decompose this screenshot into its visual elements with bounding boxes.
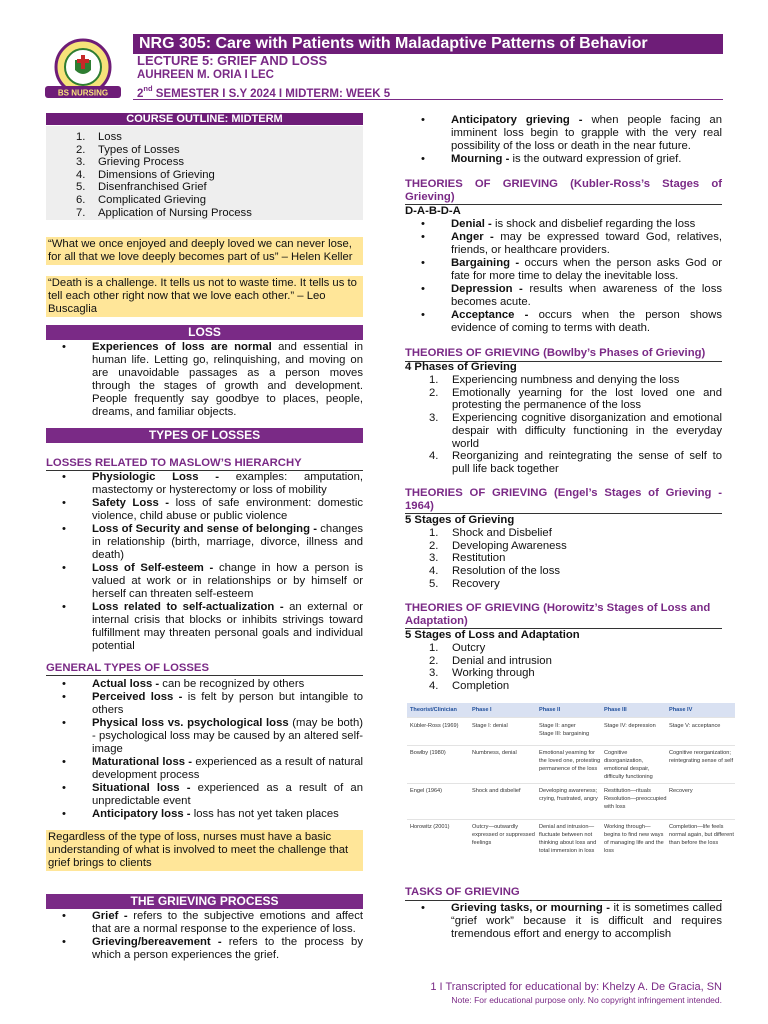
horowitz-heading: THEORIES OF GRIEVING (Horowitz’s Stages of Loss and Adaptation) <box>405 602 711 627</box>
tasks-heading: TASKS OF GRIEVING <box>405 886 520 898</box>
general-rule <box>46 675 363 676</box>
general-losses-heading: GENERAL TYPES OF LOSSES <box>46 662 209 674</box>
maslow-list <box>46 471 363 653</box>
footer-credit: 1 I Transcripted for educational by: Khelzy A. De Gracia, SN <box>430 981 722 993</box>
list-item: • Loss related to self-actualization - an external or internal crisis that blocks or inhibits strivings toward fulfillment may threaten personal goals and individual potential <box>46 601 363 653</box>
list-item: • Anticipatory loss - loss has not yet taken places <box>46 808 363 821</box>
svg-text:BS NURSING: BS NURSING <box>57 88 109 98</box>
list-item: • Grieving tasks, or mourning - it is sometimes called “grief work” because it is difficult and requires tremendous effort and energy to accomplish <box>405 902 722 941</box>
table-row: Engel (1964) Shock and disbelief Developing awareness; crying, frustrated, angry Restitution—rituals Resolution—preoccupied with loss Recovery <box>407 783 735 819</box>
kubler-ross-list <box>405 218 722 335</box>
engel-heading: THEORIES OF GRIEVING (Engel’s Stages of Grieving - 1964) <box>405 487 722 512</box>
list-item: • Denial - is shock and disbelief regarding the loss <box>405 218 722 231</box>
grieving-process-heading: THE GRIEVING PROCESS <box>46 894 363 909</box>
horowitz-subheading: 5 Stages of Loss and Adaptation <box>405 629 580 641</box>
list-item: • Experiences of loss are normal and essential in human life. Letting go, relinquishing, and moving on are unavoidable passages as a person moves through the stages of growth and development. People frequently say goodbye to places, people, dreams, and familiar objects. <box>46 341 363 419</box>
college-logo <box>40 38 126 102</box>
list-item: • Mourning - is the outward expression of grief. <box>405 153 722 166</box>
author-line: AUHREEN M. ORIA I LEC <box>137 69 274 81</box>
list-item: 1. Outcry <box>429 642 486 654</box>
list-item: 4. Reorganizing and reintegrating the sense of self to pull life back together <box>429 450 722 475</box>
kubler-ross-heading: THEORIES OF GRIEVING (Kubler-Ross’s Stages of Grieving) <box>405 178 722 203</box>
list-item: 1. Shock and Disbelief <box>429 527 552 539</box>
list-item: 4. Completion <box>429 680 510 693</box>
tasks-list <box>405 902 722 941</box>
tasks-rule <box>405 900 722 901</box>
engel-list <box>405 527 722 591</box>
semester-line: 2nd SEMESTER I S.Y 2024 I MIDTERM: WEEK 5 <box>137 84 391 100</box>
list-item: • Safety Loss - loss of safe environment: domestic violence, child abuse or public violence <box>46 497 363 523</box>
outline-item: 1. Loss <box>76 131 122 143</box>
grieving-process-list-right <box>405 114 722 166</box>
loss-heading: LOSS <box>46 325 363 340</box>
list-item: 3. Working through <box>429 667 535 680</box>
list-item: • Anticipatory grieving - when people facing an imminent loss begin to grapple with the very real possibility of the loss or death in the near future. <box>405 114 722 153</box>
bowlby-heading: THEORIES OF GRIEVING (Bowlby’s Phases of Grieving) <box>405 347 706 359</box>
quote-leo-buscaglia: “Death is a challenge. It tells us not to waste time. It tells us to tell each other right now that we love each other.” – Leo Buscaglia <box>46 276 363 317</box>
list-item: • Physiologic Loss - examples: amputation, mastectomy or hysterectomy or loss of mobility <box>46 471 363 497</box>
table-header: Theorist/Clinician Phase I Phase II Phase III Phase IV <box>407 703 735 717</box>
list-item: • Maturational loss - experienced as a result of natural development process <box>46 756 363 782</box>
list-item: • Actual loss - can be recognized by others <box>46 678 363 691</box>
outline-item: 6. Complicated Grieving <box>76 193 206 206</box>
list-item: • Acceptance - occurs when the person shows evidence of coming to terms with death. <box>405 309 722 335</box>
course-outline-list <box>76 131 252 219</box>
list-item: • Bargaining - occurs when the person asks God or fate for more time to delay the inevitable loss. <box>405 257 722 283</box>
quote-helen-keller: “What we once enjoyed and deeply loved we can never lose, for all that we love deeply becomes part of us” – Helen Keller <box>46 237 363 265</box>
lecture-title: LECTURE 5: GRIEF AND LOSS <box>137 53 328 68</box>
course-title: NRG 305: Care with Patients with Maladaptive Patterns of Behavior <box>133 34 723 54</box>
outline-item: 7. Application of Nursing Process <box>76 206 252 219</box>
grieving-theories-table <box>407 703 735 865</box>
list-item: 1. Experiencing numbness and denying the loss <box>429 374 680 386</box>
course-outline-heading: COURSE OUTLINE: MIDTERM <box>46 113 363 125</box>
list-item: 3. Restitution <box>429 552 506 565</box>
bowlby-subheading: 4 Phases of Grieving <box>405 361 517 373</box>
header-divider <box>133 99 723 100</box>
outline-item: 2. Types of Losses <box>76 143 180 156</box>
list-item: 2. Denial and intrusion <box>429 654 552 667</box>
list-item: • Depression - results when awareness of the loss becomes acute. <box>405 283 722 309</box>
list-item: • Loss of Self-esteem - change in how a person is valued at work or in relationships or by himself or herself can threaten self-esteem <box>46 562 363 601</box>
list-item: 2. Developing Awareness <box>429 539 567 552</box>
list-item: 5. Recovery <box>429 577 500 590</box>
engel-subheading: 5 Stages of Grieving <box>405 514 515 526</box>
list-item: • Loss of Security and sense of belonging - changes in relationship (birth, marriage, divorce, illness and death) <box>46 523 363 562</box>
horowitz-list <box>405 642 722 693</box>
kubler-acronym: D-A-B-D-A <box>405 205 461 217</box>
nurse-note: Regardless of the type of loss, nurses must have a basic understanding of what is involved to meet the challenge that grief brings to clients <box>46 830 363 871</box>
footer-disclaimer: Note: For educational purpose only. No copyright infringement intended. <box>451 995 722 1005</box>
maslow-heading: LOSSES RELATED TO MASLOW’S HIERARCHY <box>46 457 302 469</box>
list-item: 3. Experiencing cognitive disorganization and emotional despair with difficulty functioning in the everyday world <box>429 412 722 450</box>
table-row: Kübler-Ross (1969) Stage I: denial Stage II: anger Stage III: bargaining Stage IV: depression Stage V: acceptance <box>407 717 735 745</box>
types-of-losses-heading: TYPES OF LOSSES <box>46 428 363 443</box>
grieving-process-list-left <box>46 910 363 962</box>
list-item: • Grieving/bereavement - refers to the process by which a person experiences the grief. <box>46 936 363 962</box>
list-item: • Situational loss - experienced as a result of an unpredictable event <box>46 782 363 808</box>
table-row: Bowlby (1980) Numbness, denial Emotional yearning for the loved one, protesting permanence of the loss Cognitive disorganization, emotional despair, difficulty functioning Cognitive reorganization; reintegrating sense of self <box>407 745 735 783</box>
bowlby-list <box>405 374 722 476</box>
loss-list <box>46 341 363 419</box>
list-item: • Grief - refers to the subjective emotions and affect that are a normal response to the experience of loss. <box>46 910 363 936</box>
general-losses-list <box>46 678 363 821</box>
table-row: Horowitz (2001) Outcry—outwardly expressed or suppressed feelings Denial and intrusion—fluctuate between not thinking about loss and total immersion in loss Working through—begins to find new ways of managing life and the loss Completion—life feels normal again, but different than before the loss <box>407 819 735 865</box>
outline-item: 5. Disenfranchised Grief <box>76 181 207 194</box>
list-item: 4. Resolution of the loss <box>429 565 561 578</box>
outline-item: 4. Dimensions of Grieving <box>76 168 215 181</box>
list-item: • Physical loss vs. psychological loss (may be both) - psychological loss may be caused by an altered self-image <box>46 717 363 756</box>
list-item: • Perceived loss - is felt by person but intangible to others <box>46 691 363 717</box>
list-item: • Anger - may be expressed toward God, relatives, friends, or healthcare providers. <box>405 231 722 257</box>
list-item: 2. Emotionally yearning for the lost loved one and protesting the permanence of the loss <box>429 386 722 412</box>
outline-item: 3. Grieving Process <box>76 156 185 169</box>
